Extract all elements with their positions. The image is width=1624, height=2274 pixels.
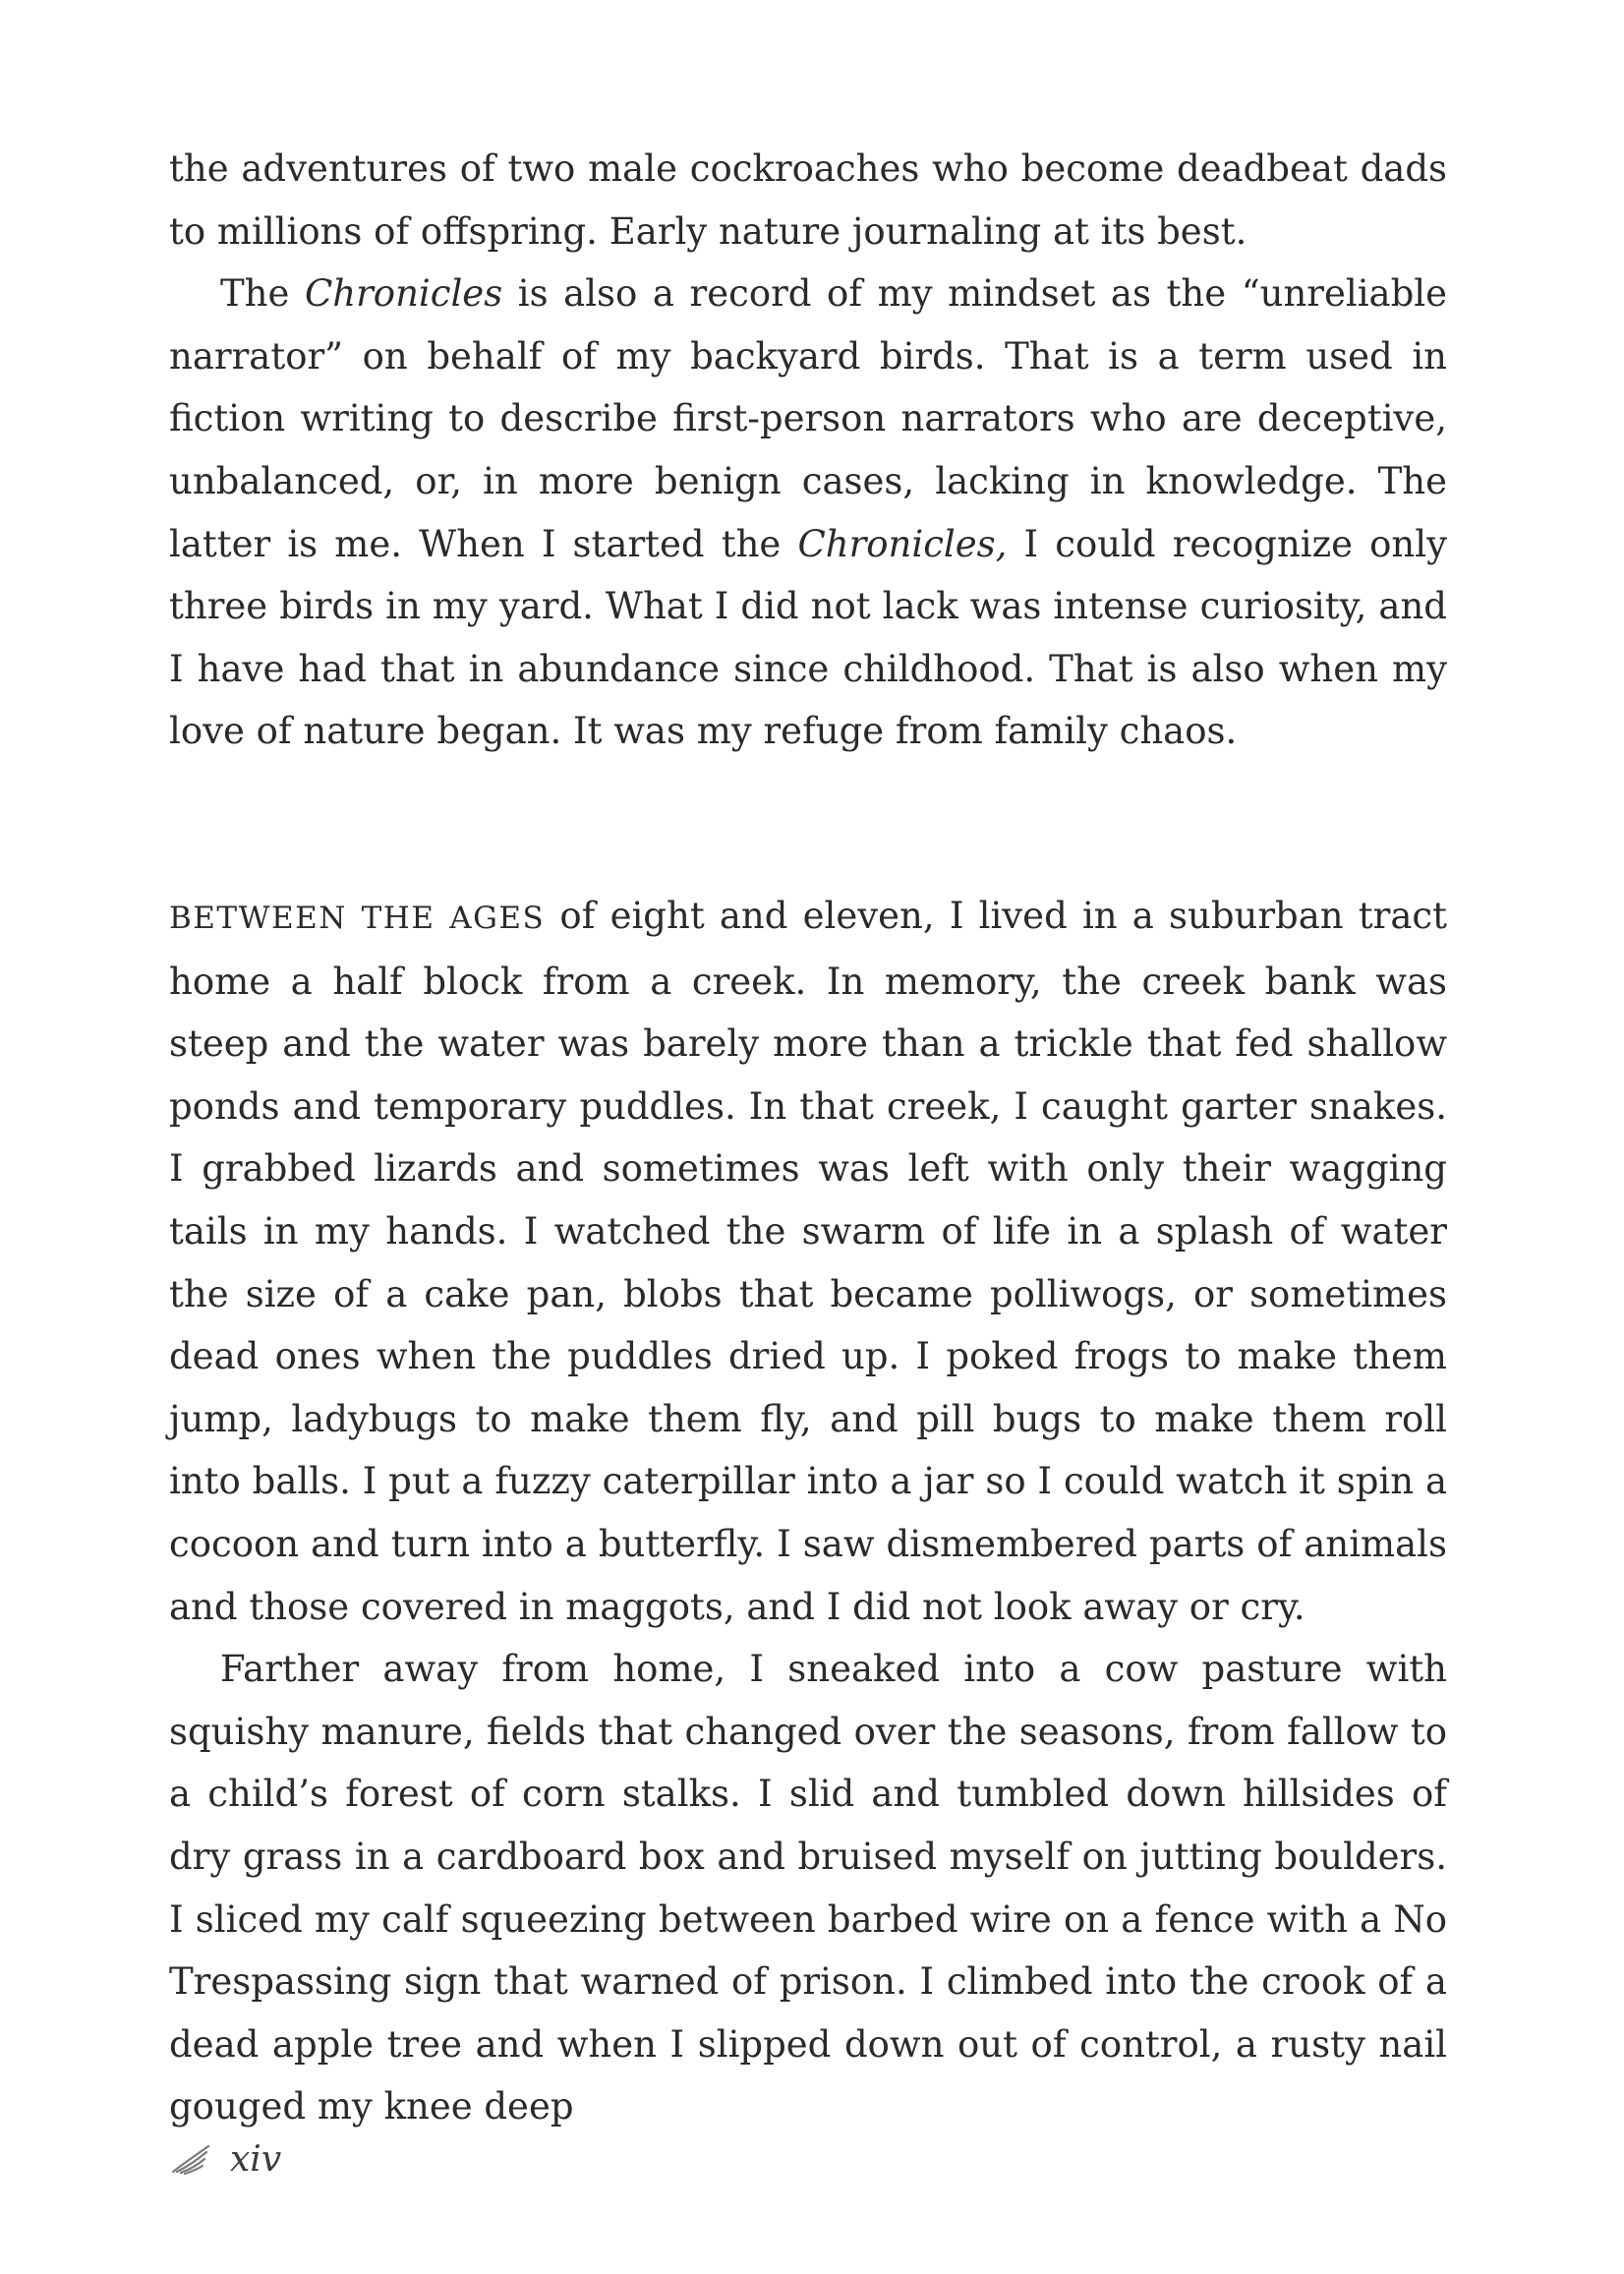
- paragraph-text-before: The: [220, 272, 305, 316]
- paragraph-text: Farther away from home, I sneaked into a cow pasture with squishy manure, fields that changed over the seasons, from fallow to a child’s forest of corn stalks. I slid and tumbled down hillsides of dry grass in a cardboard box and bruised myself on jutting boulders. I sliced my calf squeezing between barbed wire on a fence with a No Trespassing sign that warned of prison. I climbed into the crook of a dead apple tree and when I slipped down out of control, a rusty nail gouged my knee deep: [169, 1648, 1447, 2128]
- section-opening-paragraph: [169, 885, 1447, 1638]
- paragraph-text-after: I could recognize only three birds in my yard. What I did not lack was intense curiosity, and I have had that in abundance since childhood. That is also when my love of nature began. It was my refuge from family chaos.: [169, 522, 1447, 753]
- book-title-italic-2: Chronicles,: [797, 522, 1008, 565]
- paragraph-continued: [169, 138, 1447, 262]
- paragraph-text: of eight and eleven, I lived in a suburban tract home a half block from a creek. In memory, the creek bank was steep and the water was barely more than a trickle that fed shallow ponds and temporary puddles. In that creek, I caught garter snakes. I grabbed lizards and sometimes was left with only their wagging tails in my hands. I watched the swarm of life in a splash of water the size of a cake pan, blobs that became polliwogs, or sometimes dead ones when the puddles dried up. I poked frogs to make them jump, ladybugs to make them fly, and pill bugs to make them roll into balls. I put a fuzzy caterpillar into a jar so I could watch it spin a cocoon and turn into a butterfly. I saw dismembered parts of animals and those covered in maggots, and I did not look away or cry.: [169, 895, 1448, 1628]
- paragraph-farther-away: [169, 1638, 1447, 2138]
- book-title-italic: Chronicles: [304, 272, 503, 316]
- text-block-top: [169, 138, 1447, 763]
- page-footer: [169, 2139, 281, 2179]
- small-caps-lead-in: BETWEEN THE AGES: [169, 901, 546, 936]
- paragraph-text-middle: is also a record of my mindset as the “unreliable narrator” on behalf of my backyard birds. That is a term used in fiction writing to describe first-person narrators who are deceptive, unbalanced, or, in more benign cases, lacking in knowledge. The latter is me. When I started the: [169, 272, 1448, 565]
- page-number: xiv: [230, 2138, 282, 2180]
- feather-ornament-icon: [169, 2142, 212, 2176]
- text-block-bottom: [169, 885, 1447, 2138]
- paragraph-text: the adventures of two male cockroaches who become deadbeat dads to millions of offspring. Early nature journaling at its best.: [169, 147, 1447, 253]
- paragraph-chronicles: [169, 262, 1447, 763]
